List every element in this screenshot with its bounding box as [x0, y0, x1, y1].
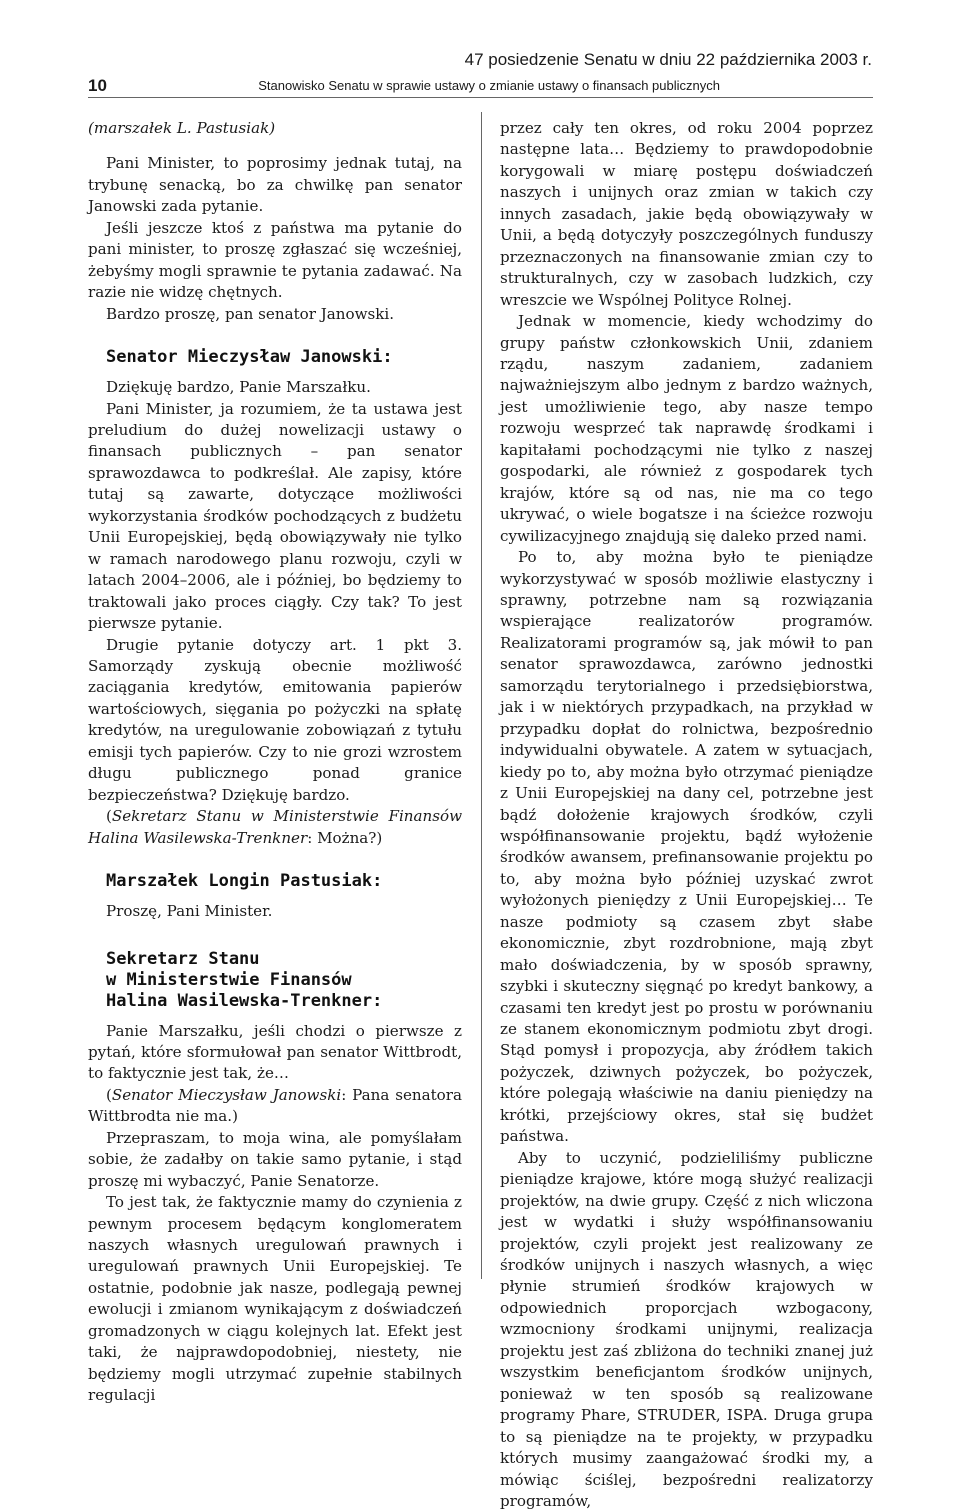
left-column — [88, 118, 462, 1407]
paragraph: przez cały ten okres, od roku 2004 poprzez następne lata… Będziemy to prawdopodobnie korygowali w miarę postępu doświadczeń naszych i unijnych oraz zmian w takich czy innych zasadach, jakie będą obowiązywały w Unii, a będą dotyczyły poszczególnych funduszy przeznaczonych na finansowanie zmian czy to strukturalnych, czy w zasobach ludzkich, czy wreszcie we Wspólnej Polityce Rolnej. — [500, 119, 873, 309]
interjection — [88, 806, 462, 849]
paragraph: Przepraszam, to moja wina, ale pomyślałam sobie, że zadałby on takie samo pytanie, i stąd proszę mi wybaczyć, Panie Senatorze. — [88, 1128, 462, 1190]
paragraph: Dziękuję bardzo, Panie Marszałku. — [106, 378, 371, 397]
right-column — [500, 118, 873, 1512]
interjection-open: ( — [106, 1085, 112, 1104]
header-divider — [88, 97, 873, 98]
interjection — [88, 1085, 462, 1128]
paragraph: Panie Marszałku, jeśli chodzi o pierwsze z pytań, które sformułował pan senator Wittbrodt, to faktycznie jest tak, że… — [88, 1021, 462, 1083]
speaker-heading-multiline — [106, 949, 462, 1012]
interjection-text: : Można?) — [307, 828, 383, 847]
page-number: 10 — [88, 76, 107, 95]
paragraph: Pani Minister, ja rozumiem, że ta ustawa jest preludium do dużej nowelizacji ustawy o finansach publicznych – pan senator sprawozdawca to podkreślał. Ale zapisy, które tutaj są zawarte, dotyczące możliwości wykorzystania środków pochodzących z budżetu Unii Europejskiej, będą obowiązywały nie tylko w ramach narodowego planu rozwoju, czyli w latach 2004–2006, ale i później, bo będziemy to traktowali jako proces ciągły. Czy tak? To jest pierwsze pytanie. — [88, 399, 462, 633]
section-subtitle: Stanowisko Senatu w sprawie ustawy o zmianie ustawy o finansach publicznych — [258, 78, 720, 93]
paragraph: Proszę, Pani Minister. — [106, 902, 273, 921]
paragraph: Jednak w momencie, kiedy wchodzimy do grupy państw członkowskich Unii, zdaniem rządu, naszym zadaniem, zadaniem najważniejszym albo jednym z bardzo ważnych, jest umożliwienie tego, aby nasze tempo rozwoju wesprzeć tak naprawdę środkami i kapitałami pochodzącymi nie tylko z naszej gospodarki, ale również z gospodarek tych krajów, które są od nas, nie ma co tego ukrywać, o wiele bogatsze i na ścieżce rozwoju cywilizacyjnego znajdują się daleko przed nami. — [500, 312, 873, 545]
paragraph: Aby to uczynić, podzieliliśmy publiczne pieniądze krajowe, które mogą służyć realizacji projektów, na dwie grupy. Część z nich wliczona jest w wydatki i służy współfinansowaniu projektów, czyli projekt jest realizowany ze środków unijnych i naszych własnych, a więc płynie strumień środków krajowych w odpowiednich proporcjach wzbogacony, wzmocniony środkami unijnymi, realizacja projektu jest zaś zbliżona do techniki znanej już wszystkim beneficjantom środków unijnych, ponieważ w ten sposób są realizowane programy Phare, STRUDER, ISPA. Druga grupa to są pieniądze na te projekty, w przypadku których musimy zaangażować środki my, a mówiąc ściślej, bezpośredni realizatorzy programów, — [500, 1148, 873, 1510]
session-title: 47 posiedzenie Senatu w dniu 22 października 2003 r. — [464, 50, 872, 69]
speaker-line: Halina Wasilewska-Trenkner: — [106, 990, 383, 1011]
paragraph: Drugie pytanie dotyczy art. 1 pkt 3. Samorządy zyskują obecnie możliwość zaciągania kredytów, emitowania papierów wartościowych, sięgania po pożyczki na spłatę kredytów, na uregulowanie zobowiązań z tytułu emisji tych papierów. Czy to nie grozi wzrostem długu publicznego ponad granice bezpieczeństwa? Dziękuję bardzo. — [88, 635, 462, 804]
interjection-speaker: Senator Mieczysław Janowski — [111, 1085, 342, 1104]
speaker-line: Sekretarz Stanu — [106, 948, 260, 969]
interjection-text: : Pana senatora Wittbrodta nie ma.) — [88, 1085, 462, 1126]
paragraph: Po to, aby można było te pieniądze wykorzystywać w sposób możliwie elastyczny i sprawny, potrzebne nam są rozwiązania wspierające realizatorów programów. Realizatorami programów są, jak mówił to pan senator sprawozdawca, zarówno jednostki samorządu terytorialnego i przedsiębiorstwa, jak i w niektórych przypadkach, na przykład w przypadku dopłat do rolnictwa, bezpośrednio indywidualni obywatele. A zatem w sytuacjach, kiedy po to, aby można było otrzymać pieniądze z Unii Europejskiej na dany cel, potrzebne jest bądź dołożenie krajowych środków, czyli współfinansowanie projektu, bądź wyłożenie środków awansem, prefinansowanie projektu po to, aby można było później uzyskać zwrot wyłożonych pieniędzy z Unii Europejskiej… Te nasze podmioty są czasem zbyt słabe ekonomicznie, zbyt rozdrobnione, mają zbyt mało doświadczenia, by w sposób sprawny, szybki i skuteczny sięgnąć po kredyt bankowy, a czasami ten kredyt jest po prostu w porównaniu ze stanem ekonomicznym podmiotu zbyt drogi. Stąd pomysł i propozycja, aby źródłem takich pożyczek, dziwnych pożyczek, bo pożyczek, które polegają właściwie na daniu pieniędzy na krótki, przejściowy okres, stał się budżet państwa. — [500, 548, 873, 1146]
speaker-heading: Marszałek Longin Pastusiak: — [106, 871, 383, 892]
paragraph: Pani Minister, to poprosimy jednak tutaj, na trybunę senacką, bo za chwilkę pan senator Janowski zada pytanie. — [88, 154, 462, 216]
paragraph: Bardzo proszę, pan senator Janowski. — [106, 304, 395, 323]
speaker-marker: (marszałek L. Pastusiak) — [88, 119, 276, 137]
speaker-heading: Senator Mieczysław Janowski: — [106, 347, 393, 368]
paragraph: To jest tak, że faktycznie mamy do czynienia z pewnym procesem będącym konglomeratem naszych własnych uregulowań prawnych i uregulowań prawnych Unii Europejskiej. Te ostatnie, podobnie jak nasze, podlegają pewnej ewolucji i zmianom wynikającym z doświadczeń gromadzonych w ciągu kolejnych lat. Efekt jest taki, że najprawdopodobniej, niestety, nie będziemy mogli utrzymać zupełnie stabilnych regulacji — [88, 1193, 462, 1405]
column-divider — [481, 112, 482, 1279]
page-header — [0, 0, 960, 100]
interjection-open: ( — [106, 807, 112, 826]
speaker-line: w Ministerstwie Finansów — [106, 969, 352, 990]
paragraph: Jeśli jeszcze ktoś z państwa ma pytanie do pani minister, to proszę zgłaszać się wcześniej, żebyśmy mogli sprawnie te pytania zadawać. Na razie nie widzę chętnych. — [88, 218, 462, 302]
interjection-speaker: Sekretarz Stanu w Ministerstwie Finansów Halina Wasilewska-Trenkner — [88, 807, 462, 847]
